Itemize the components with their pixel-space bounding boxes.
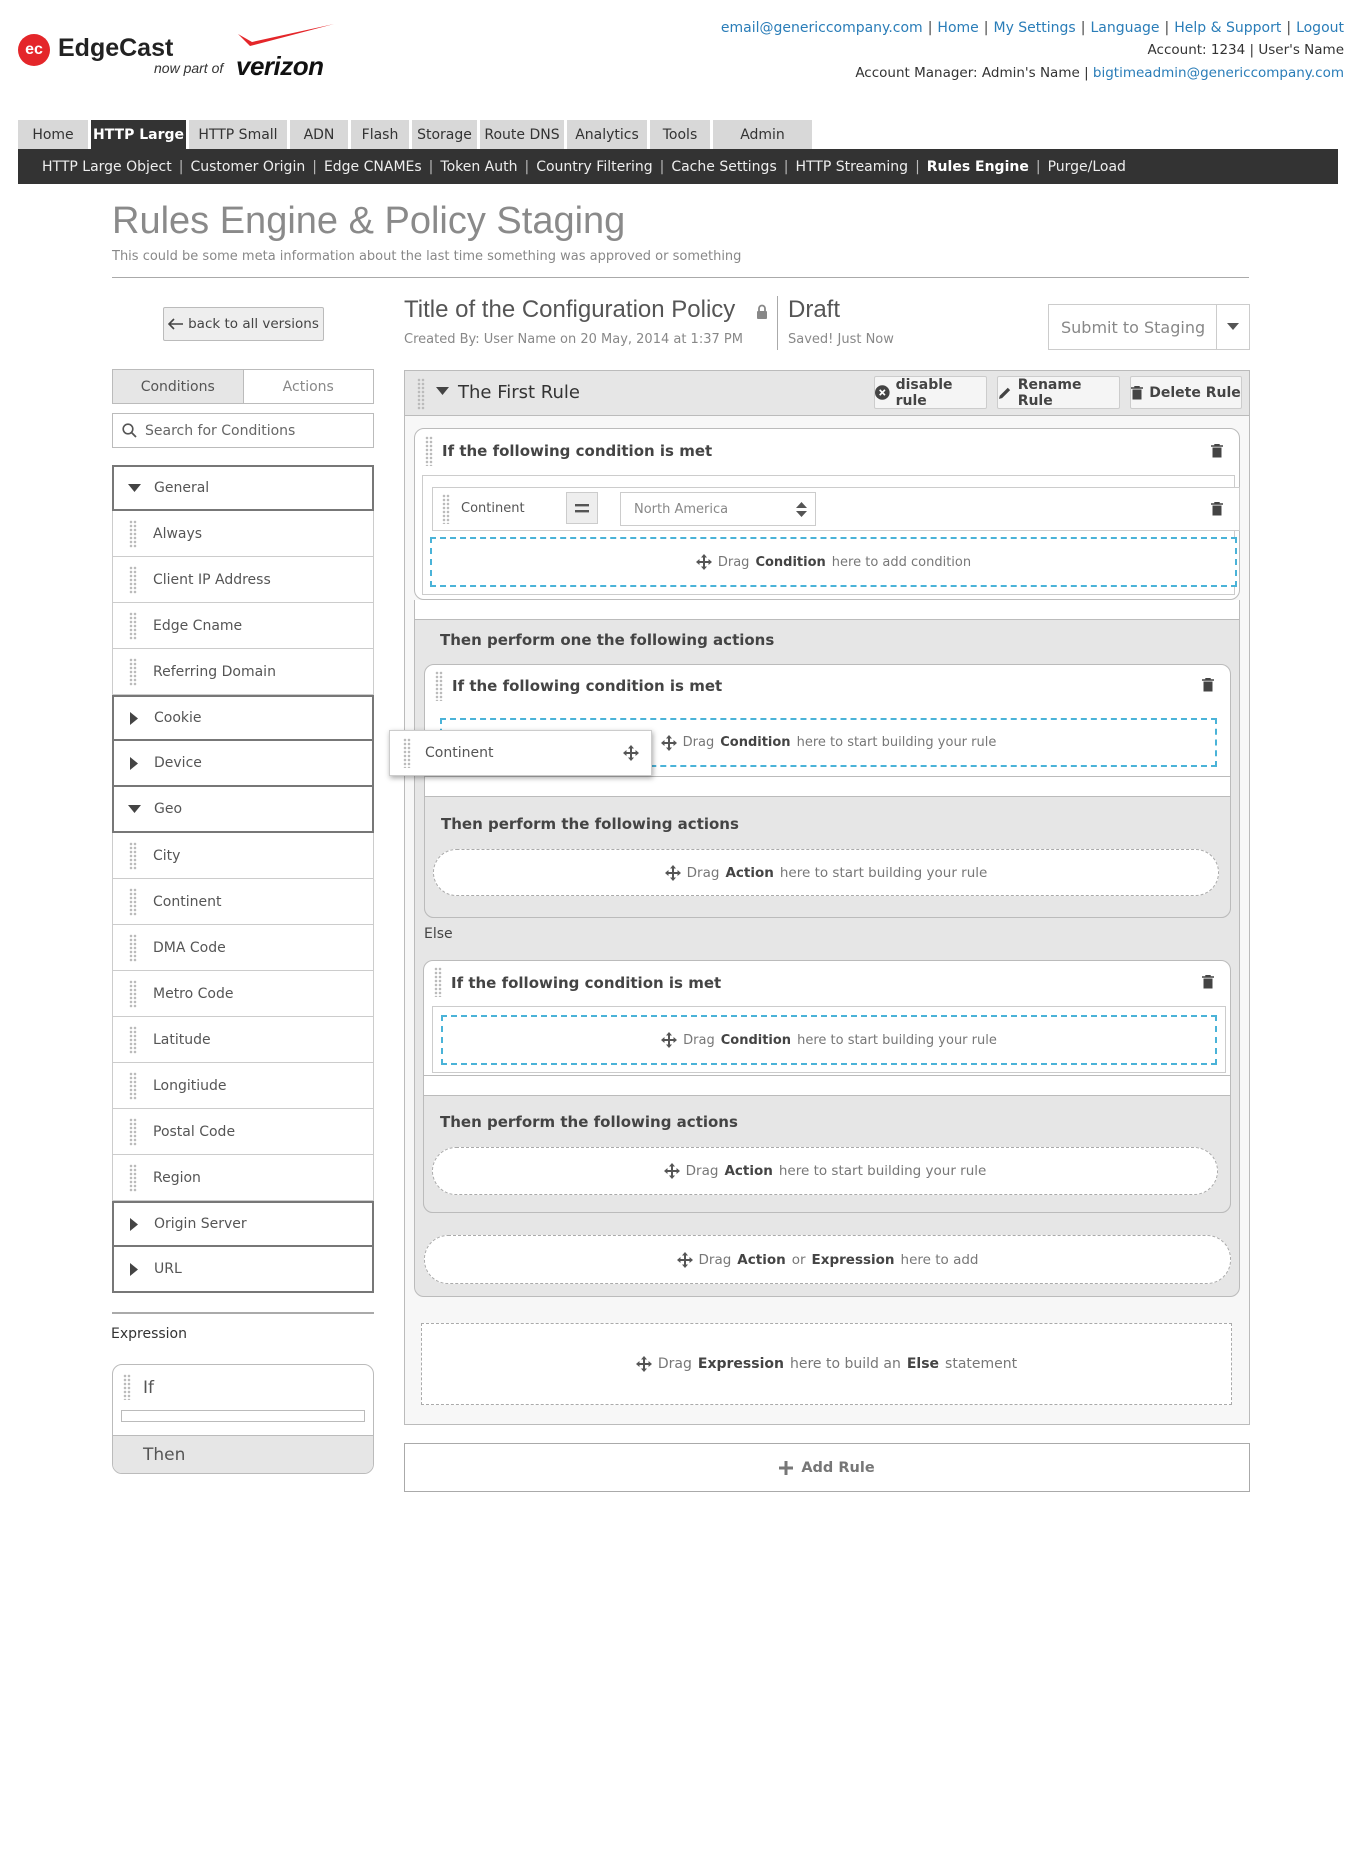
sub-navigation: HTTP Large Object | Customer Origin | Edge CNAMEs | Token Auth | Country Filtering | Cache Settings | HTTP Streaming | Rules Engine | Purge/Load — [18, 149, 1338, 184]
drag-handle-icon[interactable] — [425, 436, 433, 466]
condition-group[interactable] — [112, 741, 374, 787]
drop-zone-keyword: Action — [724, 1163, 773, 1179]
drop-zone-connector: or — [791, 1251, 806, 1268]
equals-icon — [575, 504, 589, 513]
condition-label: Geo — [154, 801, 183, 817]
drop-zone-keyword: Else — [906, 1356, 940, 1372]
condition-label: Continent — [153, 893, 222, 910]
dragging-condition-label: Continent — [425, 745, 494, 761]
drag-handle-icon — [113, 980, 153, 1008]
subnav-http-large-object[interactable]: HTTP Large Object — [42, 158, 172, 175]
drop-condition-zone[interactable] — [441, 1015, 1217, 1065]
drop-zone-keyword: Condition — [755, 554, 826, 570]
condition-item[interactable] — [112, 1109, 374, 1155]
condition-label: Metro Code — [153, 985, 234, 1002]
subnav-token-auth[interactable]: Token Auth — [440, 158, 518, 175]
drop-zone-keyword: Expression — [697, 1356, 784, 1372]
drag-handle-icon — [113, 888, 153, 916]
drag-handle-icon — [403, 738, 411, 768]
drop-zone-suffix: here to start building your rule — [779, 864, 988, 881]
page-title: Rules Engine & Policy Staging — [112, 200, 626, 242]
condition-item[interactable] — [112, 925, 374, 971]
drag-handle-icon — [113, 612, 153, 640]
search-placeholder: Search for Conditions — [145, 422, 296, 439]
caret-right-icon — [114, 712, 154, 725]
top-navigation: email@genericcompany.com | Home | My Settings | Language | Help & Support | Logout — [720, 20, 1344, 36]
condition-row — [432, 487, 1240, 531]
dragging-condition-item[interactable] — [389, 730, 652, 776]
condition-item[interactable] — [112, 879, 374, 925]
drag-handle-icon — [113, 1164, 153, 1192]
condition-label: Longitiude — [153, 1077, 227, 1094]
sidebar-divider — [112, 1312, 374, 1314]
expression-if — [113, 1365, 373, 1410]
drop-zone-keyword: Action — [737, 1251, 786, 1268]
condition-item[interactable] — [112, 1063, 374, 1109]
move-icon — [636, 1356, 652, 1372]
back-to-versions-button[interactable] — [163, 307, 324, 341]
drop-zone-prefix: Drag — [657, 1356, 692, 1372]
tab-conditions[interactable]: Conditions — [113, 370, 244, 403]
subnav-edge-cnames[interactable]: Edge CNAMEs — [323, 158, 422, 175]
tab-route-dns[interactable]: Route DNS — [480, 120, 564, 149]
move-icon — [696, 554, 712, 570]
condition-label: Always — [153, 525, 203, 542]
edgecast-logo-name: EdgeCast — [58, 34, 174, 62]
condition-item[interactable] — [112, 1017, 374, 1063]
drop-zone-keyword: Condition — [720, 735, 791, 750]
move-icon — [661, 735, 677, 751]
move-icon — [664, 1163, 680, 1179]
move-icon — [677, 1252, 693, 1268]
drop-zone-suffix: here to start building your rule — [778, 1163, 987, 1179]
verizon-check-icon — [230, 18, 340, 54]
drag-handle-icon — [113, 1118, 153, 1146]
condition-label: Postal Code — [153, 1123, 236, 1140]
tab-actions[interactable]: Actions — [244, 370, 374, 403]
chevron-down-icon[interactable] — [1217, 305, 1249, 349]
caret-down-icon — [114, 484, 154, 492]
condition-label: Region — [153, 1169, 201, 1186]
subnav-purge-load[interactable]: Purge/Load — [1047, 158, 1126, 175]
user-email-link[interactable]: email@genericcompany.com — [720, 20, 923, 36]
drop-action-expression-zone[interactable] — [424, 1235, 1231, 1284]
condition-group[interactable] — [112, 787, 374, 833]
conditions-list — [112, 465, 374, 1293]
drop-zone-prefix: Drag — [686, 864, 720, 881]
expression-label: Expression — [111, 1326, 187, 1342]
drop-zone-prefix: Drag — [698, 1251, 732, 1268]
tab-analytics[interactable]: Analytics — [567, 120, 647, 149]
title-divider — [112, 277, 1249, 278]
operator-equals-button[interactable] — [566, 492, 598, 524]
policy-status: Draft — [788, 296, 841, 323]
trash-icon[interactable] — [1202, 678, 1214, 692]
header-divider — [777, 296, 778, 350]
else-label: Else — [424, 926, 453, 942]
condition-label: Client IP Address — [153, 571, 271, 588]
drop-zone-prefix: Drag — [683, 1032, 715, 1048]
disable-rule-button[interactable] — [874, 376, 987, 409]
condition-field: Continent — [461, 501, 525, 516]
drop-zone-suffix: here to add condition — [831, 554, 972, 570]
drop-zone-suffix: here to start building your rule — [797, 1032, 997, 1048]
rename-rule-label: Rename Rule — [1017, 376, 1082, 409]
nested-divider — [424, 776, 1231, 796]
condition-value-select[interactable] — [620, 492, 816, 526]
expression-if-slot — [121, 1410, 365, 1422]
lock-icon — [756, 304, 768, 320]
home-link[interactable]: Home — [937, 20, 979, 36]
drop-zone-connector: here to build an — [789, 1356, 901, 1372]
condition-label: DMA Code — [153, 939, 226, 956]
drop-zone-keyword: Expression — [811, 1251, 895, 1268]
arrow-left-icon — [168, 318, 184, 330]
search-conditions-input[interactable] — [112, 413, 374, 448]
account-manager: Account Manager: Admin's Name | bigtimeadmin@genericcompany.com — [855, 65, 1344, 81]
tab-http-large[interactable]: HTTP Large — [91, 120, 186, 149]
drop-zone-suffix: statement — [945, 1356, 1018, 1372]
main-tabs — [18, 120, 812, 149]
search-icon — [122, 423, 137, 438]
subnav-http-streaming[interactable]: HTTP Streaming — [795, 158, 909, 175]
condition-item[interactable] — [112, 833, 374, 879]
drop-action-zone[interactable] — [433, 849, 1219, 896]
sort-arrows-icon — [796, 502, 807, 517]
drag-handle-icon — [113, 566, 153, 594]
condition-group[interactable] — [112, 695, 374, 741]
tab-admin[interactable]: Admin — [713, 120, 812, 149]
drop-condition-zone[interactable] — [430, 537, 1237, 587]
account-info: Account: 1234 | User's Name — [1147, 42, 1344, 58]
condition-label: Origin Server — [154, 1216, 247, 1232]
condition-group[interactable] — [112, 1247, 374, 1293]
trash-icon — [1131, 386, 1143, 400]
then-one-label: Then perform one the following actions — [440, 631, 775, 649]
move-icon — [623, 745, 639, 761]
expression-if-then-block[interactable] — [112, 1364, 374, 1474]
subnav-cache-settings[interactable]: Cache Settings — [671, 158, 777, 175]
add-rule-button[interactable] — [404, 1443, 1250, 1492]
condition-label: General — [154, 480, 210, 496]
drop-action-zone[interactable] — [432, 1147, 1218, 1195]
condition-label: Edge Cname — [153, 617, 243, 634]
pencil-icon — [998, 386, 1012, 400]
logo-tagline: now part of — [154, 60, 224, 76]
drag-handle-icon — [113, 658, 153, 686]
drop-zone-suffix: here to start building your rule — [796, 735, 997, 750]
drag-handle-icon — [113, 520, 153, 548]
account-manager-label: Account Manager: Admin's Name — [855, 65, 1080, 81]
delete-rule-label: Delete Rule — [1149, 384, 1241, 401]
trash-icon[interactable] — [1211, 502, 1223, 516]
else-condition-header: If the following condition is met — [451, 974, 722, 992]
submit-to-staging-dropdown[interactable] — [1048, 304, 1250, 350]
rename-rule-button[interactable] — [997, 376, 1120, 409]
disable-rule-label: disable rule — [895, 376, 953, 409]
drop-zone-keyword: Action — [725, 864, 774, 881]
move-icon — [665, 865, 681, 881]
drag-handle-icon — [113, 842, 153, 870]
expression-if-label: If — [143, 1377, 154, 1398]
caret-right-icon — [114, 1263, 154, 1276]
drop-zone-suffix: here to add — [900, 1251, 979, 1268]
drag-handle-icon — [113, 1072, 153, 1100]
condition-label: Referring Domain — [153, 663, 276, 680]
my-settings-link[interactable]: My Settings — [993, 20, 1076, 36]
drag-handle-icon[interactable] — [417, 378, 425, 410]
tab-tools[interactable]: Tools — [650, 120, 710, 149]
page-meta: This could be some meta information about the last time something was approved or something — [112, 249, 742, 264]
drag-handle-icon — [123, 1374, 131, 1400]
language-link[interactable]: Language — [1090, 20, 1160, 36]
condition-item[interactable] — [112, 1155, 374, 1201]
condition-label: URL — [154, 1261, 182, 1277]
drag-handle-icon — [113, 1026, 153, 1054]
expression-then-label: Then — [143, 1444, 186, 1465]
condition-item[interactable] — [112, 971, 374, 1017]
subnav-rules-engine[interactable]: Rules Engine — [926, 158, 1029, 175]
subnav-customer-origin[interactable]: Customer Origin — [190, 158, 306, 175]
drag-handle-icon — [113, 934, 153, 962]
trash-icon[interactable] — [1202, 975, 1214, 989]
policy-created-by: Created By: User Name on 20 May, 2014 at 1:37 PM — [404, 332, 743, 347]
condition-item[interactable] — [112, 603, 374, 649]
back-to-versions-label: back to all versions — [188, 316, 319, 332]
condition-label: Device — [154, 755, 202, 771]
plus-icon — [779, 1461, 793, 1475]
condition-header: If the following condition is met — [442, 442, 713, 460]
condition-item[interactable] — [112, 557, 374, 603]
sidebar-tabs — [112, 369, 374, 404]
condition-group[interactable] — [112, 465, 374, 511]
trash-icon[interactable] — [1211, 444, 1223, 458]
caret-down-icon — [114, 805, 154, 813]
logout-link[interactable]: Logout — [1296, 20, 1344, 36]
actions-section-divider — [414, 600, 1240, 620]
drag-handle-icon[interactable] — [434, 967, 442, 997]
condition-value: North America — [634, 501, 729, 517]
condition-item[interactable] — [112, 511, 374, 557]
else-then-label: Then perform the following actions — [440, 1113, 738, 1131]
chevron-down-icon[interactable] — [436, 387, 449, 396]
verizon-logo: verizon — [236, 51, 324, 81]
tab-flash[interactable]: Flash — [351, 120, 409, 149]
then-following-label: Then perform the following actions — [441, 815, 739, 833]
drag-handle-icon[interactable] — [435, 671, 443, 701]
drag-handle-icon[interactable] — [442, 494, 450, 524]
help-support-link[interactable]: Help & Support — [1174, 20, 1282, 36]
tab-http-small[interactable]: HTTP Small — [189, 120, 287, 149]
drop-zone-prefix: Drag — [682, 735, 715, 750]
condition-item[interactable] — [112, 649, 374, 695]
else-divider — [423, 1075, 1231, 1095]
close-circle-icon — [875, 385, 890, 400]
subnav-country-filtering[interactable]: Country Filtering — [536, 158, 653, 175]
tab-storage[interactable]: Storage — [412, 120, 477, 149]
drop-zone-keyword: Condition — [720, 1032, 792, 1048]
rule-name: The First Rule — [458, 382, 580, 403]
account-manager-email-link[interactable]: bigtimeadmin@genericcompany.com — [1092, 65, 1344, 81]
move-icon — [661, 1032, 677, 1048]
nested-condition-header: If the following condition is met — [452, 677, 723, 695]
expression-then — [113, 1435, 373, 1473]
caret-right-icon — [114, 1218, 154, 1231]
add-rule-label: Add Rule — [801, 1459, 875, 1476]
saved-status: Saved! Just Now — [788, 332, 894, 347]
condition-label: Cookie — [154, 710, 202, 726]
drop-zone-prefix: Drag — [717, 554, 750, 570]
drop-else-expression-zone[interactable] — [421, 1323, 1232, 1405]
tab-adn[interactable]: ADN — [290, 120, 348, 149]
condition-label: Latitude — [153, 1031, 211, 1048]
condition-group[interactable] — [112, 1201, 374, 1247]
condition-label: City — [153, 847, 181, 864]
delete-rule-button[interactable] — [1130, 376, 1242, 409]
drop-zone-prefix: Drag — [685, 1163, 719, 1179]
submit-to-staging-label[interactable]: Submit to Staging — [1049, 305, 1217, 349]
edgecast-logo-mark: ec — [18, 34, 50, 66]
tab-home[interactable]: Home — [18, 120, 88, 149]
caret-right-icon — [114, 757, 154, 770]
policy-title: Title of the Configuration Policy — [404, 296, 736, 323]
